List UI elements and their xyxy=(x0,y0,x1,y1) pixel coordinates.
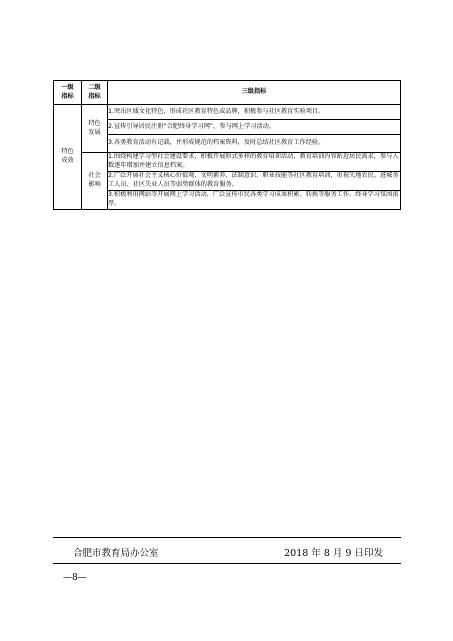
level1-label: 特色 成效 xyxy=(61,147,74,164)
table-header-row xyxy=(54,81,401,105)
indicator-item: 1.围绕构建学习型社会建设要求，积极开展形式多样的教育培训活动，教育培训内容贴近居民需求，参与人数逐年增加并建立信息档案。 xyxy=(108,153,401,172)
header-level2-text: 二级 指标 xyxy=(88,83,101,100)
level2-cell-impact xyxy=(82,153,108,210)
indicator-item: 1.突出区域文化特色，形成社区教育特色或品牌，积极参与社区教育实验项目。 xyxy=(108,105,401,120)
indicator-table xyxy=(53,80,401,210)
indicator-item: 2.宣传引导居民注册“合肥终身学习网”，参与网上学习活动。 xyxy=(108,120,401,135)
level2-label-impact: 社会 影响 xyxy=(88,171,101,188)
level1-cell xyxy=(54,105,82,210)
table-row xyxy=(54,153,401,172)
indicator-item: 3.积极利用网站等开展网上学习活动，广泛宣传市民各类学习成果积累、转换等服务工作，终身学习氛围浓厚。 xyxy=(108,190,401,209)
header-level1-text: 一级 指标 xyxy=(61,83,74,100)
footer-date: 2018 年 8 月 9 日印发 xyxy=(284,548,383,559)
footer-rule-bottom xyxy=(53,563,401,564)
indicator-item: 2.广泛开展社会主义核心价值观、文明素养、法制意识、职业技能等社区教育培训，重视失地农民、进城务工人员、社区失业人员等弱势群体的教育服务。 xyxy=(108,171,401,190)
level2-cell-feature xyxy=(82,105,108,153)
level2-label-feature: 特色 发展 xyxy=(88,119,101,136)
header-level3: 三级指标 xyxy=(108,81,401,105)
header-level1 xyxy=(54,81,82,105)
indicator-item: 3.各类教育活动有记载，并形成规范的档案资料，及时总结社区教育工作经验。 xyxy=(108,135,401,153)
footer-office: 合肥市教育局办公室 xyxy=(73,548,159,559)
header-level2 xyxy=(82,81,108,105)
page-number: —8— xyxy=(63,573,87,583)
footer-rule-top xyxy=(53,537,401,538)
table-row xyxy=(54,105,401,120)
